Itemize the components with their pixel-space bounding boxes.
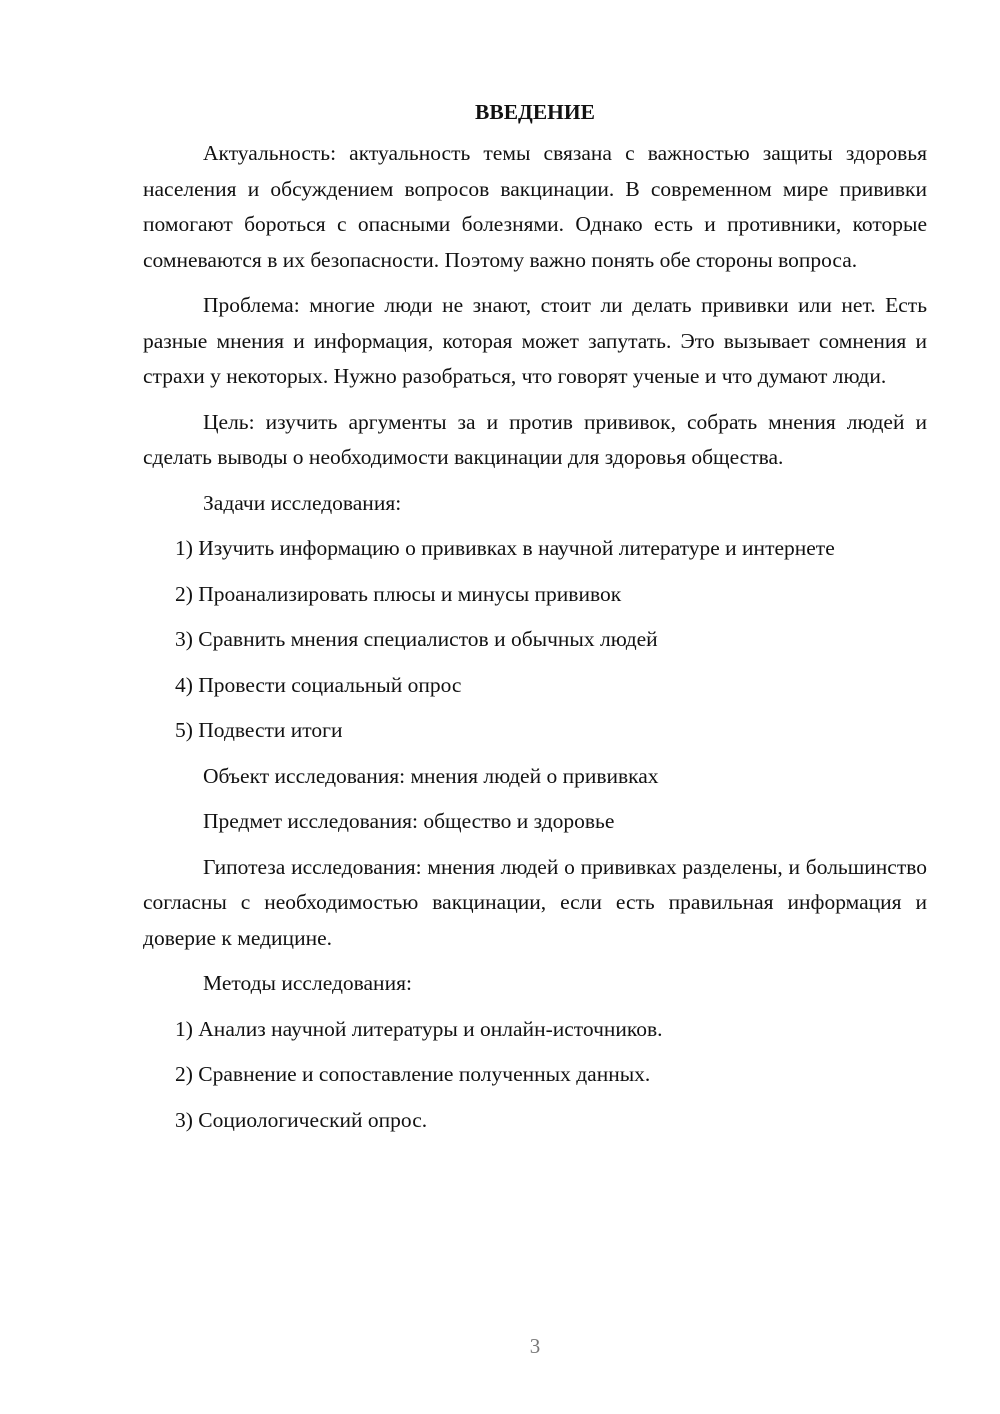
task-item: 4) Провести социальный опрос bbox=[175, 672, 462, 697]
tasks-list bbox=[143, 531, 927, 749]
method-item: 3) Социологический опрос. bbox=[175, 1107, 428, 1132]
hypothesis-paragraph: Гипотеза исследования: мнения людей о прививках разделены, и большинство согласны с необходимостью вакцинации, если есть правильная информация и доверие к медицине. bbox=[143, 854, 927, 950]
problem-paragraph: Проблема: многие люди не знают, стоит ли делать прививки или нет. Есть разные мнения и информация, которая может запутать. Это вызывает сомнения и страхи у некоторых. Нужно разобраться, что говорят ученые и что думают люди. bbox=[143, 293, 927, 388]
page-title: ВВЕДЕНИЕ bbox=[475, 100, 595, 124]
document-page bbox=[143, 96, 927, 1148]
methods-heading: Методы исследования: bbox=[203, 971, 412, 995]
object-paragraph: Объект исследования: мнения людей о прививках bbox=[203, 763, 659, 788]
methods-list bbox=[143, 1012, 927, 1139]
task-item: 2) Проанализировать плюсы и минусы прививок bbox=[175, 581, 622, 606]
goal-paragraph: Цель: изучить аргументы за и против прививок, собрать мнения людей и сделать выводы о необходимости вакцинации для здоровья общества. bbox=[143, 409, 927, 469]
page-number: 3 bbox=[529, 1334, 541, 1358]
method-item: 2) Сравнение и сопоставление полученных данных. bbox=[175, 1062, 651, 1086]
tasks-heading: Задачи исследования: bbox=[203, 490, 402, 515]
task-item: 3) Сравнить мнения специалистов и обычных людей bbox=[175, 627, 658, 651]
task-item: 1) Изучить информацию о прививках в научной литературе и интернете bbox=[175, 536, 835, 560]
task-item: 5) Подвести итоги bbox=[175, 718, 343, 742]
subject-paragraph: Предмет исследования: общество и здоровье bbox=[203, 809, 615, 833]
relevance-paragraph: Актуальность: актуальность темы связана с важностью защиты здоровья населения и обсуждением вопросов вакцинации. В современном мире прививки помогают бороться с опасными болезнями. Однако есть и противники, которые сомневаются в их безопасности. Поэтому важно понять обе стороны вопроса. bbox=[143, 141, 927, 272]
method-item: 1) Анализ научной литературы и онлайн-источников. bbox=[175, 1016, 663, 1041]
